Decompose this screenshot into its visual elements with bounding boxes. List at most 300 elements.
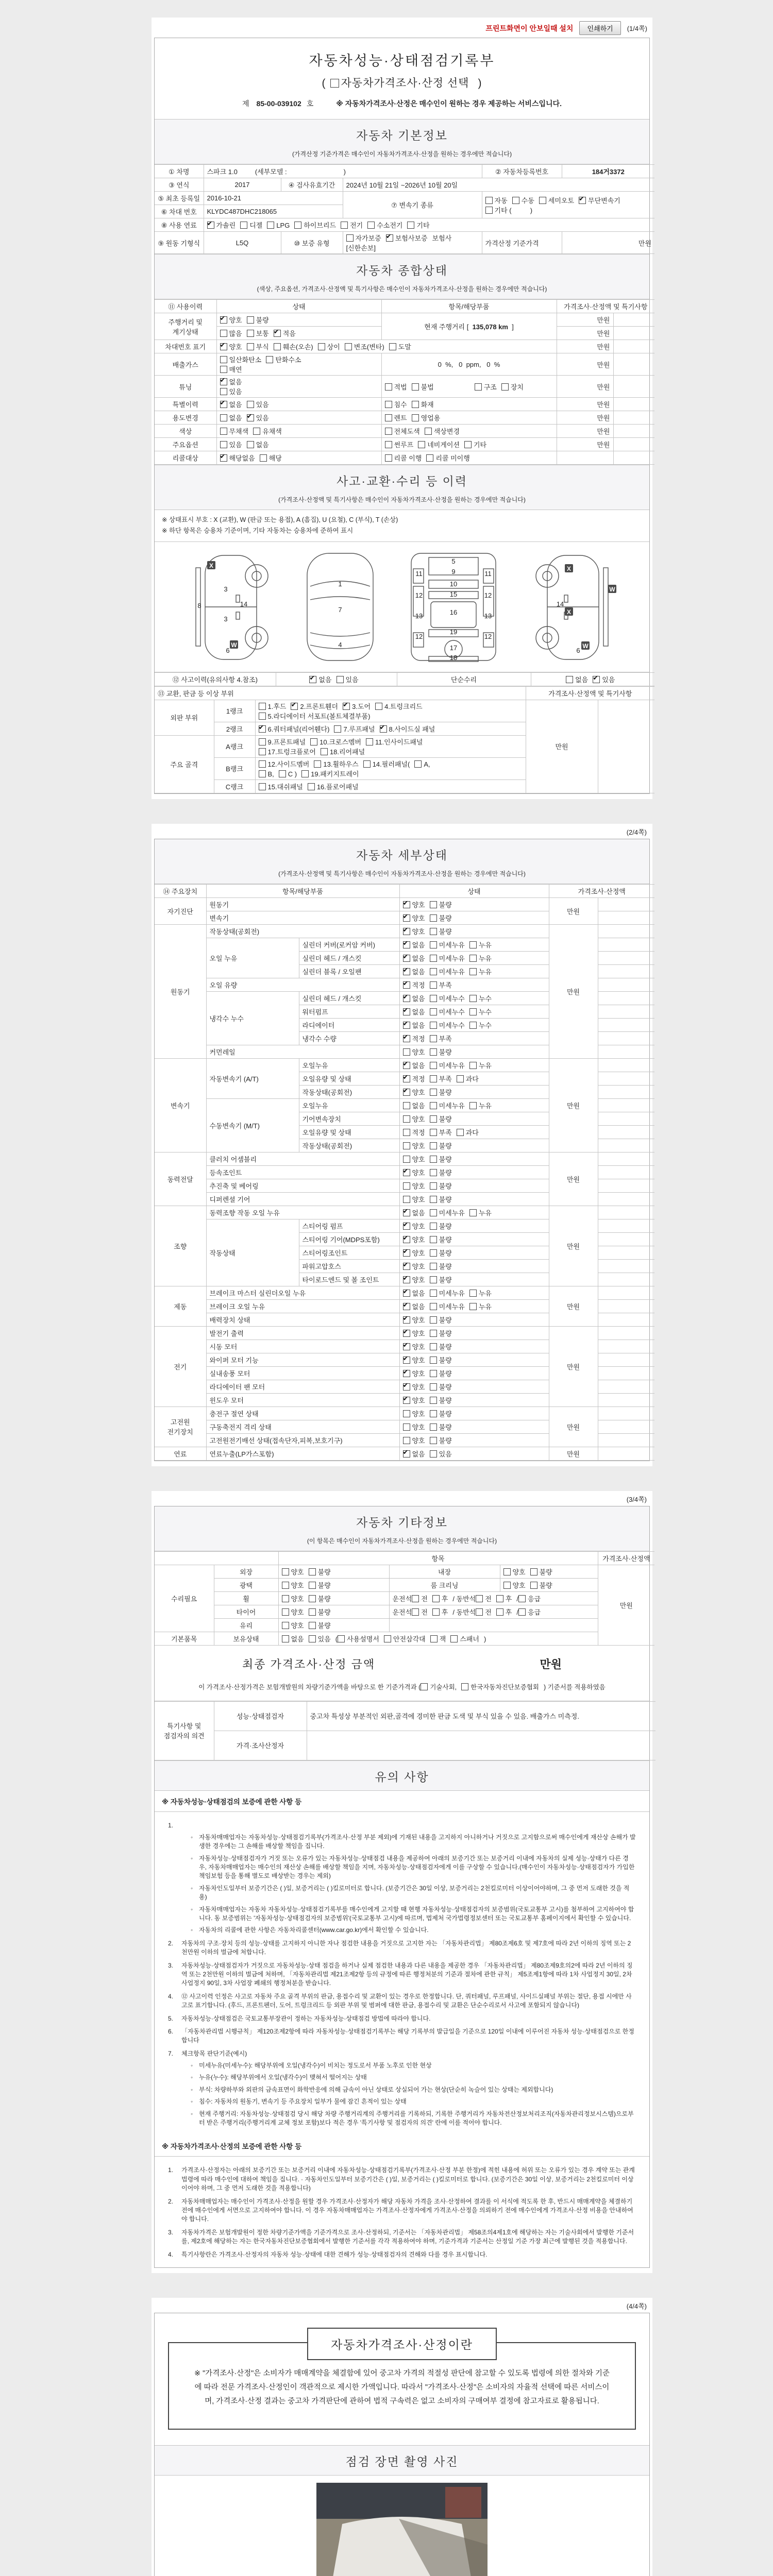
checkbox[interactable] bbox=[403, 1115, 410, 1123]
checkbox[interactable] bbox=[247, 441, 254, 448]
checkbox[interactable] bbox=[407, 222, 414, 229]
checkbox[interactable] bbox=[579, 197, 586, 204]
checkbox-option bbox=[384, 1634, 426, 1643]
checkbox[interactable] bbox=[430, 1330, 437, 1337]
checkbox[interactable] bbox=[403, 1423, 410, 1431]
checkbox[interactable] bbox=[403, 914, 410, 922]
checkbox-label: 해당없음 bbox=[229, 454, 255, 462]
checkbox-option bbox=[341, 220, 363, 230]
checkbox[interactable] bbox=[430, 1397, 437, 1404]
checkbox-label: 적정 bbox=[412, 981, 425, 989]
text: ( bbox=[335, 1635, 338, 1643]
checkbox-option bbox=[308, 782, 359, 791]
checkbox[interactable] bbox=[367, 222, 375, 229]
checkbox[interactable] bbox=[403, 1357, 410, 1364]
checkbox-option bbox=[403, 1301, 425, 1311]
checkbox[interactable] bbox=[430, 1303, 437, 1310]
checkbox[interactable] bbox=[310, 738, 317, 745]
checkbox[interactable] bbox=[403, 1263, 410, 1270]
checkbox[interactable] bbox=[282, 1608, 289, 1616]
checkbox[interactable] bbox=[430, 1196, 437, 1203]
checkbox[interactable] bbox=[496, 1608, 503, 1616]
cell: 구동축전지 격리 상태 bbox=[206, 1420, 399, 1433]
checkbox[interactable] bbox=[274, 330, 281, 337]
notice-sub-item: ◦ 자동차매매업자는 자동차성능·상태점검기록부(가격조사·산정 부분 제외)에 기재된 내용을 고지하지 아니하거나 거짓으로 고지함으로써 매수인에게 재산상 손해가 발생한 경우에는 그 손해를 배상할 책임을 집니다. bbox=[191, 1833, 636, 1850]
accident-legend bbox=[155, 510, 649, 542]
checkbox[interactable] bbox=[220, 316, 227, 324]
checkbox[interactable] bbox=[430, 1249, 437, 1257]
checkbox-option bbox=[430, 1248, 452, 1258]
checkbox[interactable] bbox=[430, 928, 437, 935]
checkbox[interactable] bbox=[414, 760, 422, 768]
print-install-link[interactable]: 프린트화면이 안보일때 설치 bbox=[485, 24, 574, 32]
checkbox[interactable] bbox=[259, 748, 266, 755]
checkbox[interactable] bbox=[430, 941, 437, 948]
checkbox-label: 9.프론트패널 bbox=[267, 738, 306, 746]
checkbox[interactable] bbox=[503, 1568, 511, 1575]
checkbox[interactable] bbox=[259, 783, 266, 790]
checkbox[interactable] bbox=[501, 383, 509, 391]
notice-item: 6. 「자동차관리법 시행규칙」 제120조제2항에 따라 자동차성능·상태점검기록부는 해당 기록부의 발급일을 기준으로 120일 이내에 이루어진 자동차 성능·상태점검으로 한정합니다 bbox=[168, 2027, 634, 2044]
checkbox[interactable] bbox=[385, 414, 392, 421]
checkbox[interactable] bbox=[403, 1075, 410, 1082]
checkbox[interactable] bbox=[403, 1383, 410, 1391]
checkbox-option bbox=[403, 1422, 425, 1432]
checkbox-label: 상이 bbox=[327, 343, 340, 351]
checkbox[interactable] bbox=[403, 995, 410, 1002]
checkbox[interactable] bbox=[266, 356, 273, 363]
checkbox[interactable] bbox=[430, 1129, 437, 1136]
checkbox[interactable] bbox=[430, 1062, 437, 1069]
checkbox[interactable] bbox=[282, 1595, 289, 1602]
checkbox[interactable] bbox=[430, 1450, 437, 1458]
checkbox[interactable] bbox=[430, 1182, 437, 1190]
checkbox[interactable] bbox=[343, 703, 350, 710]
checkbox[interactable] bbox=[375, 703, 382, 710]
checkbox[interactable] bbox=[345, 343, 352, 350]
checkbox[interactable] bbox=[430, 1035, 437, 1042]
checkbox[interactable] bbox=[430, 995, 437, 1002]
cell bbox=[216, 451, 381, 465]
checkbox[interactable] bbox=[430, 1169, 437, 1176]
checkbox[interactable] bbox=[309, 1608, 316, 1616]
checkbox-option bbox=[403, 1435, 425, 1445]
checkbox[interactable] bbox=[220, 343, 227, 350]
checkbox[interactable] bbox=[338, 1635, 345, 1642]
checkbox[interactable] bbox=[430, 1209, 437, 1216]
cell bbox=[598, 1246, 654, 1259]
checkbox[interactable] bbox=[274, 343, 281, 350]
checkbox[interactable] bbox=[403, 1223, 410, 1230]
cell bbox=[598, 1085, 654, 1098]
checkbox[interactable] bbox=[346, 234, 354, 242]
checkbox[interactable] bbox=[469, 968, 477, 975]
checkbox-option bbox=[282, 1580, 304, 1590]
checkbox[interactable] bbox=[291, 703, 298, 710]
checkbox[interactable] bbox=[403, 1410, 410, 1417]
checkbox-option bbox=[247, 315, 269, 325]
checkbox[interactable] bbox=[430, 1410, 437, 1417]
checkbox[interactable] bbox=[341, 222, 348, 229]
checkbox[interactable] bbox=[430, 1089, 437, 1096]
checkbox[interactable] bbox=[259, 760, 266, 768]
text: 운전석 bbox=[392, 1595, 412, 1603]
checkbox[interactable] bbox=[469, 995, 477, 1002]
checkbox[interactable] bbox=[259, 770, 266, 777]
checkbox-label: 미세누유 bbox=[439, 968, 465, 976]
cell: 실린더 헤드 / 개스킷 bbox=[299, 991, 399, 1005]
checkbox[interactable] bbox=[282, 1568, 289, 1575]
checkbox[interactable] bbox=[430, 1102, 437, 1109]
checkbox[interactable] bbox=[247, 343, 254, 350]
checkbox[interactable] bbox=[403, 901, 410, 908]
cell bbox=[598, 700, 654, 793]
checkbox[interactable] bbox=[309, 1622, 316, 1629]
section-title: 자동차 기본정보 bbox=[356, 129, 448, 142]
cell: 중고차 특성상 부분적인 외판,골격에 경미한 판금 도색 및 부식 있을 수 있음. 배출가스 미측정. bbox=[307, 1701, 656, 1731]
checkbox[interactable] bbox=[220, 388, 227, 395]
notice-block-performance bbox=[155, 1791, 649, 2136]
checkbox[interactable] bbox=[403, 1022, 410, 1029]
checkbox[interactable] bbox=[220, 366, 227, 373]
checkbox[interactable] bbox=[385, 441, 392, 448]
checkbox[interactable] bbox=[282, 1622, 289, 1629]
checkbox[interactable] bbox=[403, 968, 410, 975]
text: / 동반석 bbox=[452, 1608, 476, 1616]
cell bbox=[399, 1299, 549, 1313]
checkbox[interactable] bbox=[220, 356, 227, 363]
checkbox[interactable] bbox=[385, 383, 392, 391]
checkbox[interactable] bbox=[403, 1330, 410, 1337]
checkbox[interactable] bbox=[485, 197, 493, 204]
checkbox[interactable] bbox=[403, 1129, 410, 1136]
checkbox[interactable] bbox=[259, 703, 266, 710]
checkbox[interactable] bbox=[240, 222, 247, 229]
checkbox[interactable] bbox=[421, 1683, 428, 1690]
notice-item: 4. 특기사항란은 가격조사·산정자의 자동차 성능·상태에 대한 견해가 성능·상태점검자의 견해와 다를 경우 표시합니다. bbox=[168, 2250, 488, 2258]
checkbox[interactable] bbox=[207, 222, 214, 229]
checkbox[interactable] bbox=[475, 383, 482, 391]
checkbox-option bbox=[220, 377, 242, 386]
cell: 오일누유 bbox=[299, 1098, 399, 1112]
checkbox[interactable] bbox=[403, 955, 410, 962]
checkbox[interactable] bbox=[432, 1595, 440, 1602]
checkbox-label: 불량 bbox=[439, 1249, 452, 1257]
checkbox[interactable] bbox=[403, 1303, 410, 1310]
checkbox[interactable] bbox=[469, 1290, 477, 1297]
accident-history-row bbox=[155, 672, 649, 686]
checkbox[interactable] bbox=[469, 1008, 477, 1015]
checkbox-label: 불량 bbox=[256, 316, 269, 324]
cell bbox=[598, 1125, 654, 1139]
checkbox[interactable] bbox=[403, 1142, 410, 1149]
checkbox[interactable] bbox=[330, 79, 339, 88]
cell bbox=[500, 1565, 598, 1578]
checkbox[interactable] bbox=[430, 955, 437, 962]
checkbox[interactable] bbox=[253, 428, 260, 435]
checkbox[interactable] bbox=[403, 1450, 410, 1458]
cell bbox=[399, 911, 549, 924]
checkbox[interactable] bbox=[430, 1236, 437, 1243]
checkbox[interactable] bbox=[426, 454, 433, 462]
checkbox[interactable] bbox=[430, 981, 437, 989]
checkbox-label: 후 bbox=[505, 1595, 512, 1603]
checkbox[interactable] bbox=[430, 1383, 437, 1391]
checkbox[interactable] bbox=[412, 414, 419, 421]
checkbox[interactable] bbox=[430, 1223, 437, 1230]
checkbox-label: 양호 bbox=[412, 1410, 425, 1418]
checkbox[interactable] bbox=[464, 441, 472, 448]
cell bbox=[307, 1731, 656, 1760]
checkbox[interactable] bbox=[403, 1062, 410, 1069]
checkbox[interactable] bbox=[496, 1595, 503, 1602]
final-price-label: 최종 가격조사·산정 금액 bbox=[242, 1657, 376, 1671]
checkbox-option bbox=[430, 1033, 452, 1043]
checkbox[interactable] bbox=[403, 1196, 410, 1203]
checkbox[interactable] bbox=[403, 928, 410, 935]
checkbox-label: 수동 bbox=[521, 196, 534, 205]
checkbox-label: 8.사이드실 패널 bbox=[389, 725, 435, 733]
checkbox[interactable] bbox=[530, 1582, 537, 1589]
checkbox[interactable] bbox=[430, 1316, 437, 1324]
checkbox[interactable] bbox=[321, 748, 328, 755]
checkbox[interactable] bbox=[403, 1343, 410, 1350]
checkbox[interactable] bbox=[294, 222, 301, 229]
checkbox-option bbox=[469, 953, 492, 963]
checkbox[interactable] bbox=[512, 197, 519, 204]
checkbox[interactable] bbox=[430, 1115, 437, 1123]
checkbox[interactable] bbox=[309, 676, 316, 683]
checkbox[interactable] bbox=[430, 1370, 437, 1377]
checkbox[interactable] bbox=[566, 676, 573, 683]
checkbox[interactable] bbox=[403, 1035, 410, 1042]
checkbox[interactable] bbox=[403, 1290, 410, 1297]
checkbox[interactable] bbox=[530, 1568, 537, 1575]
checkbox[interactable] bbox=[485, 207, 493, 214]
checkbox-label: 기타 bbox=[473, 441, 487, 449]
checkbox-option bbox=[430, 1409, 452, 1418]
checkbox[interactable] bbox=[282, 1635, 289, 1642]
document-number-line bbox=[155, 98, 649, 109]
text: 현재 주행거리 [ bbox=[424, 323, 473, 331]
cell bbox=[381, 313, 557, 340]
cell bbox=[216, 411, 381, 425]
checkbox[interactable] bbox=[412, 1608, 419, 1616]
section-title: 자동차 기타정보 bbox=[356, 1515, 448, 1529]
checkbox[interactable] bbox=[337, 676, 344, 683]
checkbox-option bbox=[430, 1154, 452, 1164]
checkbox[interactable] bbox=[430, 1635, 438, 1642]
checkbox[interactable] bbox=[518, 1595, 526, 1602]
checkbox[interactable] bbox=[334, 725, 341, 733]
checkbox[interactable] bbox=[260, 454, 267, 462]
checkbox[interactable] bbox=[469, 1062, 477, 1069]
checkbox[interactable] bbox=[403, 1048, 410, 1056]
checkbox[interactable] bbox=[403, 1236, 410, 1243]
checkbox[interactable] bbox=[220, 414, 227, 421]
checkbox[interactable] bbox=[457, 1129, 464, 1136]
checkbox[interactable] bbox=[318, 343, 325, 350]
checkbox[interactable] bbox=[593, 676, 600, 683]
checkbox-label: 네비게이션 bbox=[427, 441, 460, 449]
cell bbox=[399, 1366, 549, 1380]
checkbox[interactable] bbox=[259, 738, 266, 745]
checkbox[interactable] bbox=[457, 1075, 464, 1082]
checkbox[interactable] bbox=[430, 1142, 437, 1149]
checkbox[interactable] bbox=[314, 760, 321, 768]
checkbox[interactable] bbox=[403, 1102, 410, 1109]
checkbox[interactable] bbox=[385, 454, 392, 462]
checkbox[interactable] bbox=[430, 1022, 437, 1029]
checkbox[interactable] bbox=[430, 1290, 437, 1297]
checkbox[interactable] bbox=[403, 1182, 410, 1190]
checkbox[interactable] bbox=[220, 330, 227, 337]
checkbox[interactable] bbox=[247, 414, 254, 421]
checkbox-option bbox=[220, 328, 242, 338]
checkbox[interactable] bbox=[403, 981, 410, 989]
checkbox[interactable] bbox=[412, 383, 419, 391]
checkbox[interactable] bbox=[247, 316, 254, 324]
checkbox-label: 디젤 bbox=[249, 222, 263, 229]
checkbox[interactable] bbox=[432, 1608, 440, 1616]
checkbox[interactable] bbox=[430, 968, 437, 975]
checkbox-label: 없음 bbox=[412, 1289, 425, 1297]
checkbox[interactable] bbox=[430, 1437, 437, 1444]
checkbox[interactable] bbox=[503, 1582, 511, 1589]
cell bbox=[399, 1085, 549, 1098]
checkbox[interactable] bbox=[308, 783, 315, 790]
checkbox[interactable] bbox=[539, 197, 546, 204]
checkbox-label: 없음 bbox=[412, 1101, 425, 1110]
checkbox[interactable] bbox=[247, 401, 254, 408]
checkbox[interactable] bbox=[403, 1209, 410, 1216]
checkbox[interactable] bbox=[430, 1075, 437, 1082]
checkbox[interactable] bbox=[363, 760, 371, 768]
checkbox[interactable] bbox=[430, 1263, 437, 1270]
text: / bbox=[516, 1608, 518, 1616]
checkbox[interactable] bbox=[366, 738, 373, 745]
checkbox[interactable] bbox=[259, 713, 266, 720]
checkbox[interactable] bbox=[430, 1156, 437, 1163]
cell bbox=[482, 192, 654, 218]
checkbox[interactable] bbox=[309, 1595, 316, 1602]
checkbox-option bbox=[430, 1007, 465, 1016]
checkbox[interactable] bbox=[385, 428, 392, 435]
diagram-part-number: 6 bbox=[576, 646, 580, 654]
checkbox[interactable] bbox=[469, 955, 477, 962]
cell: 만원 bbox=[549, 1152, 598, 1206]
checkbox[interactable] bbox=[403, 1156, 410, 1163]
checkbox[interactable] bbox=[267, 222, 274, 229]
checkbox[interactable] bbox=[282, 1582, 289, 1589]
checkbox[interactable] bbox=[403, 941, 410, 948]
checkbox[interactable] bbox=[430, 901, 437, 908]
checkbox[interactable] bbox=[403, 1316, 410, 1324]
checkbox[interactable] bbox=[418, 441, 425, 448]
checkbox[interactable] bbox=[403, 1276, 410, 1283]
checkbox[interactable] bbox=[430, 1048, 437, 1056]
checkbox[interactable] bbox=[389, 343, 396, 350]
checkbox-label: 있음 bbox=[256, 414, 269, 422]
checkbox-label: 없음 bbox=[412, 1450, 425, 1458]
checkbox[interactable] bbox=[403, 1169, 410, 1176]
checkbox[interactable] bbox=[309, 1635, 316, 1642]
checkbox[interactable] bbox=[430, 1423, 437, 1431]
checkbox-label: 불량 bbox=[439, 1329, 452, 1337]
checkbox[interactable] bbox=[430, 1357, 437, 1364]
checkbox[interactable] bbox=[469, 1303, 477, 1310]
checkbox[interactable] bbox=[386, 234, 393, 242]
checkbox[interactable] bbox=[259, 725, 266, 733]
checkbox[interactable] bbox=[220, 454, 227, 462]
checkbox[interactable] bbox=[450, 1635, 458, 1642]
notice-body bbox=[155, 2157, 649, 2267]
checkbox-option bbox=[403, 1355, 425, 1365]
checkbox[interactable] bbox=[518, 1608, 526, 1616]
checkbox[interactable] bbox=[385, 401, 392, 408]
checkbox[interactable] bbox=[380, 725, 387, 733]
checkbox-option bbox=[403, 1181, 425, 1191]
checkbox[interactable] bbox=[430, 1276, 437, 1283]
checkbox[interactable] bbox=[279, 770, 286, 777]
checkbox[interactable] bbox=[403, 1437, 410, 1444]
checkbox[interactable] bbox=[469, 1022, 477, 1029]
checkbox[interactable] bbox=[309, 1582, 316, 1589]
checkbox-option bbox=[309, 674, 331, 684]
checkbox-label: 불량 bbox=[439, 1262, 452, 1270]
checkbox-option bbox=[430, 980, 452, 990]
checkbox[interactable] bbox=[430, 1008, 437, 1015]
checkbox[interactable] bbox=[425, 428, 432, 435]
checkbox[interactable] bbox=[469, 1102, 477, 1109]
checkbox[interactable] bbox=[384, 1635, 391, 1642]
checkbox[interactable] bbox=[403, 1249, 410, 1257]
cell: 라디에이터 bbox=[299, 1018, 399, 1031]
cell: 커먼레일 bbox=[206, 1045, 399, 1058]
checkbox[interactable] bbox=[309, 1568, 316, 1575]
checkbox-label: 적정 bbox=[412, 1035, 425, 1043]
checkbox[interactable] bbox=[403, 1370, 410, 1377]
accident-legend-line1: ※ 상태표시 부호 : X (교환), W (판금 또는 용접), A (흠집), U (요철), C (부식), T (손상) bbox=[162, 516, 398, 523]
checkbox[interactable] bbox=[247, 330, 254, 337]
checkbox[interactable] bbox=[461, 1683, 468, 1690]
checkbox[interactable] bbox=[412, 401, 419, 408]
checkbox[interactable] bbox=[430, 1343, 437, 1350]
checkbox[interactable] bbox=[476, 1608, 483, 1616]
checkbox-option bbox=[469, 1007, 492, 1016]
checkbox[interactable] bbox=[430, 914, 437, 922]
checkbox-label: B, bbox=[267, 770, 274, 778]
checkbox-label: 불량 bbox=[439, 1423, 452, 1431]
checkbox[interactable] bbox=[403, 1008, 410, 1015]
checkbox[interactable] bbox=[220, 378, 227, 385]
checkbox[interactable] bbox=[220, 428, 227, 435]
checkbox[interactable] bbox=[220, 401, 227, 408]
checkbox-option bbox=[282, 1594, 304, 1603]
checkbox-label: 없음 bbox=[412, 1302, 425, 1311]
checkbox[interactable] bbox=[220, 441, 227, 448]
basic-info-table bbox=[155, 164, 652, 254]
checkbox[interactable] bbox=[301, 770, 309, 777]
print-button[interactable]: 인쇄하기 bbox=[579, 21, 620, 35]
checkbox[interactable] bbox=[476, 1595, 483, 1602]
checkbox[interactable] bbox=[469, 941, 477, 948]
checkbox[interactable] bbox=[412, 1595, 419, 1602]
checkbox[interactable] bbox=[403, 1089, 410, 1096]
checkbox[interactable] bbox=[403, 1397, 410, 1404]
checkbox-option bbox=[403, 1234, 425, 1244]
checkbox[interactable] bbox=[469, 1209, 477, 1216]
